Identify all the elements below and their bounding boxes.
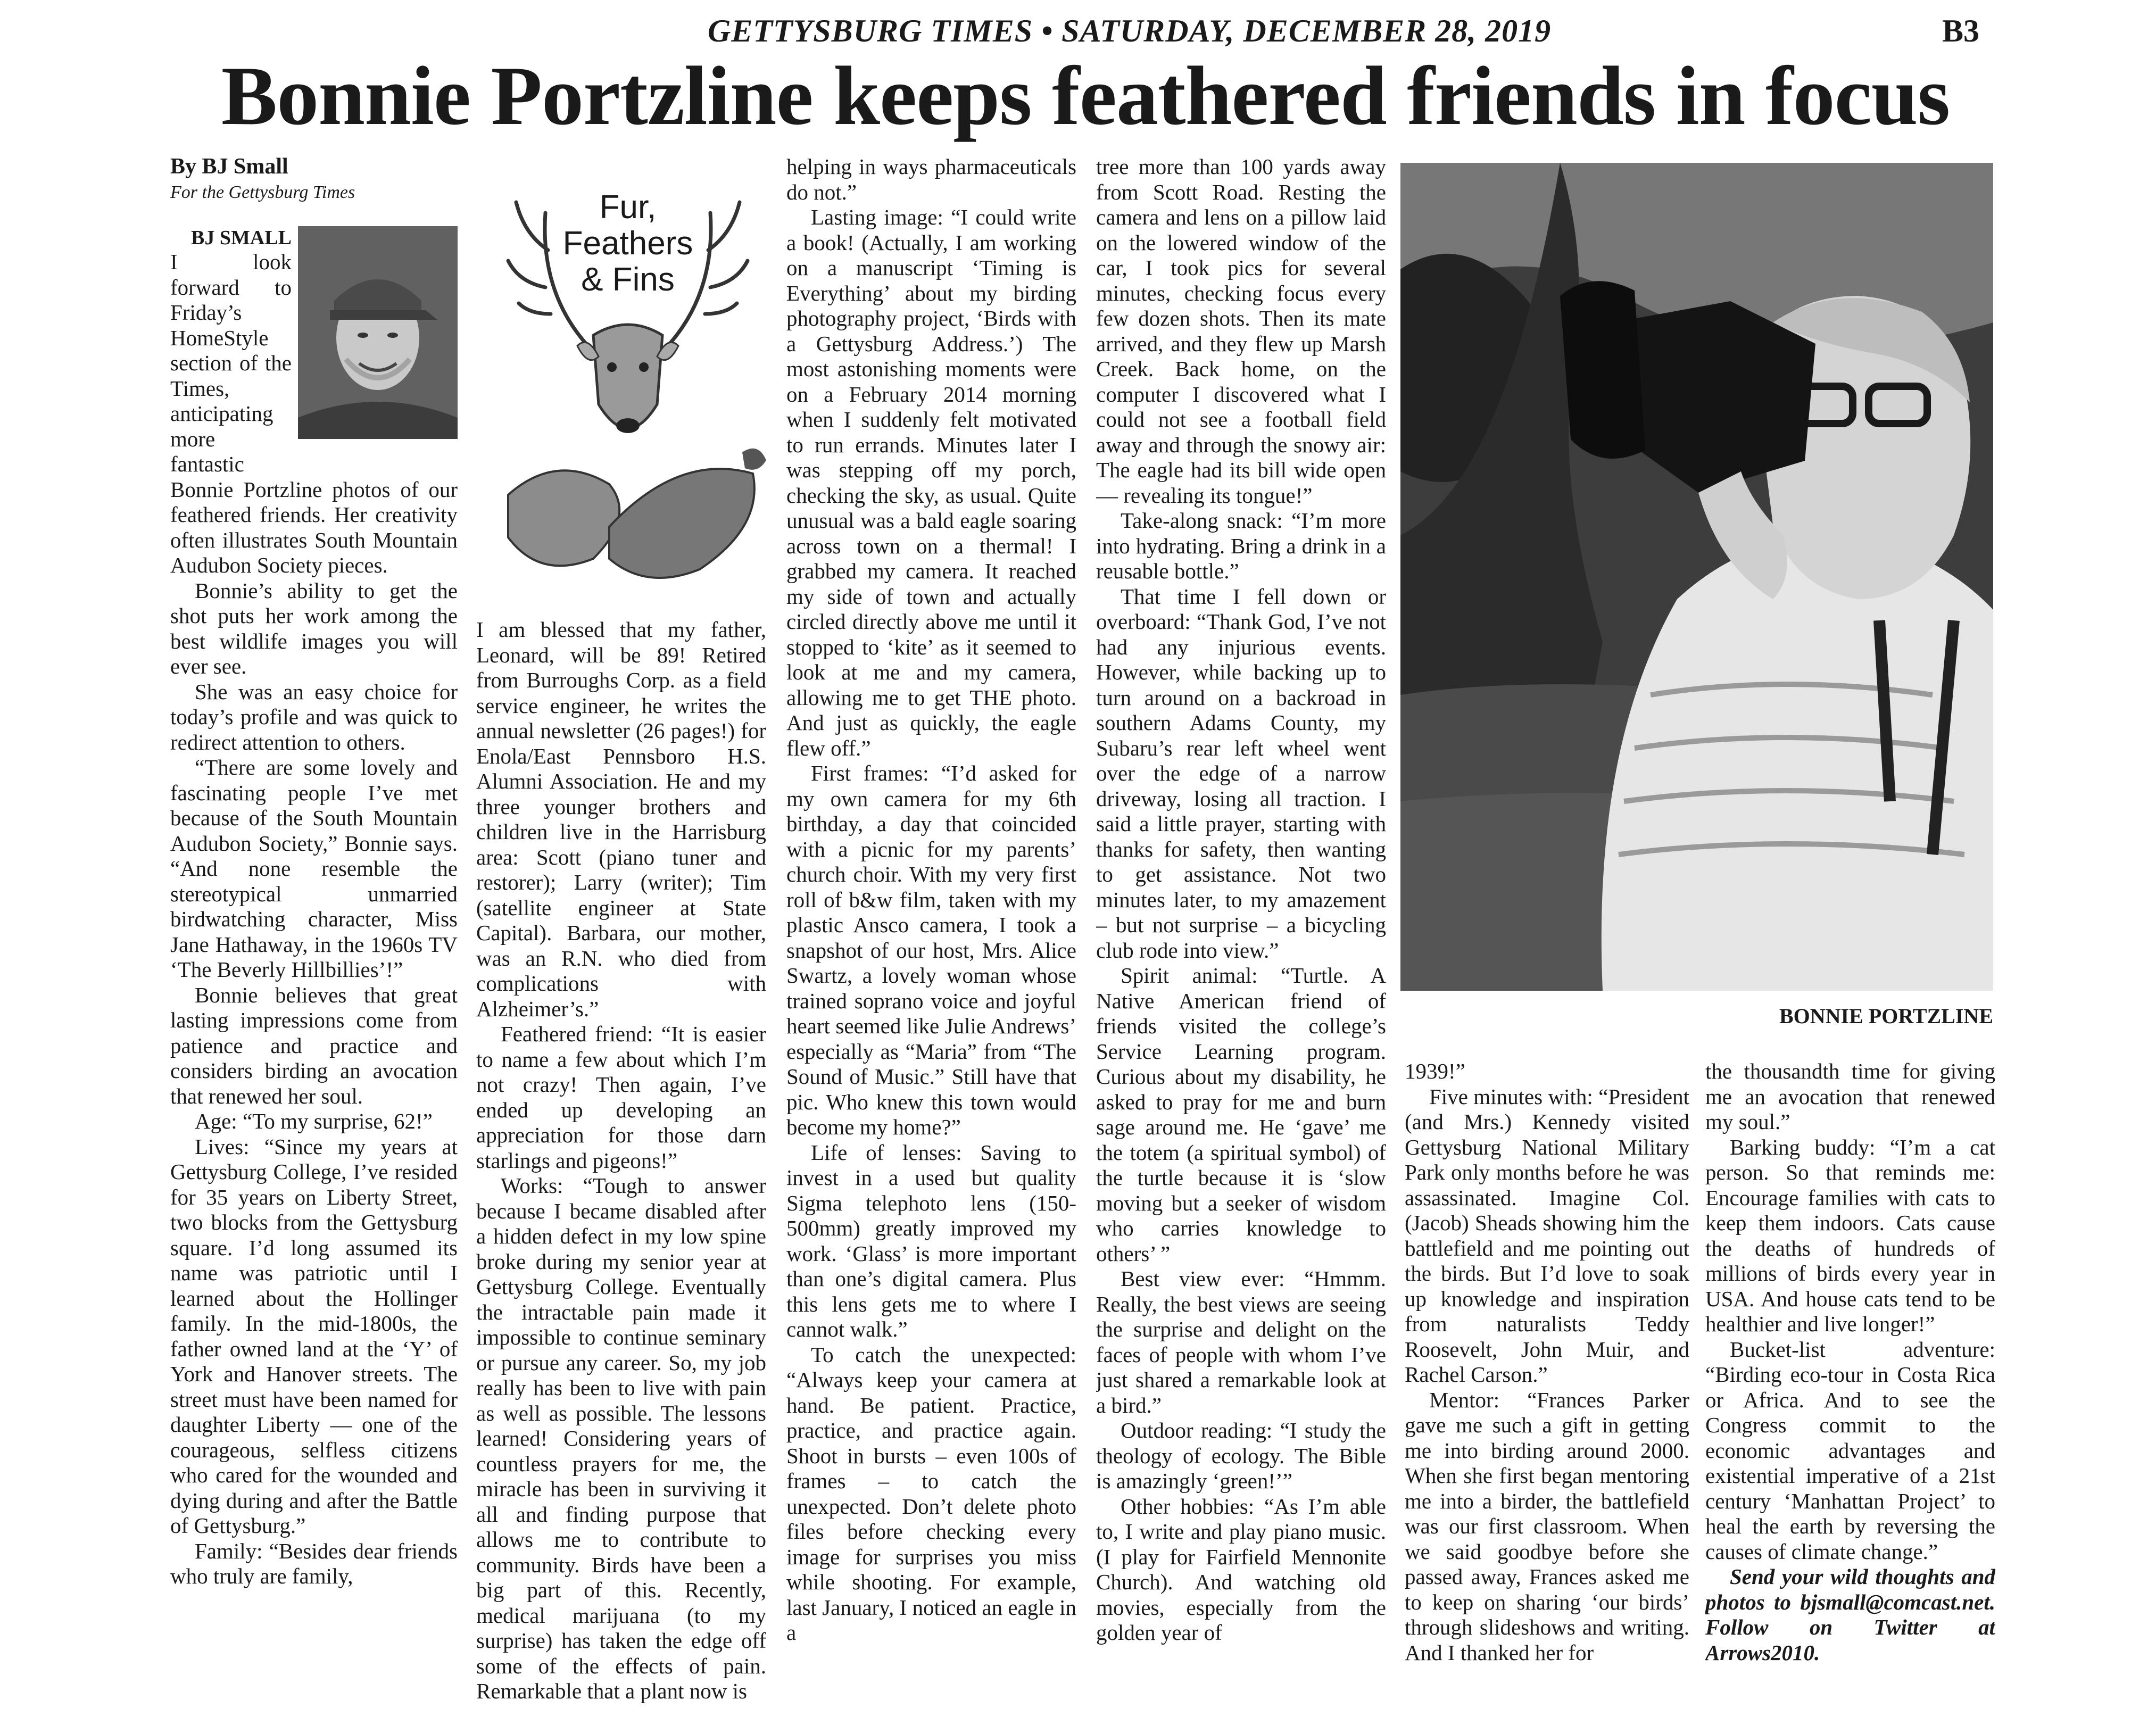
paragraph: Barking buddy: “I’m a cat person. So that reminds me: Encourage families with cats to keep them indoors. Cats cause the deaths of hundreds of millions of birds every year in USA. And house cats tend to be healthier and live longer!”	[1705, 1134, 1995, 1336]
bonnie-portzline-photo	[1400, 163, 1993, 991]
paragraph: Works: “Tough to answer because I became disabled after a hidden defect in my low spine broke during my senior year at Gettysburg College. Eventually the intractable pain made it impossible to continue seminary or pursue any career. So, my job really has been to live with pain as well as possible. The lessons learned! Considering years of countless prayers for me, the miracle has been in surviving it all and finding purpose that allows me to contribute to community. Birds have been a big part of this. Recently, medical marijuana (to my surprise) has taken the edge off some of the effects of pain. Remarkable that a plant now is	[476, 1173, 766, 1703]
fur-feathers-fins-logo	[476, 154, 766, 607]
paragraph: Life of lenses: Saving to invest in a used but quality Sigma telephoto lens (150-500mm) greatly improved my work. ‘Glass’ is more important than one’s digital camera. Plus this lens gets me to where I cannot walk.”	[786, 1140, 1076, 1341]
contact-tagline: Send your wild thoughts and photos to bjsmall@comcast.net. Follow on Twitter at Arrows2010.	[1705, 1564, 1995, 1665]
paragraph: First frames: “I’d asked for my own camera for my 6th birthday, a day that coincided with a picnic for my parents’ church choir. With my very first roll of b&w film, taken with my plastic Ansco camera, I took a snapshot of our host, Mrs. Alice Swartz, a lovely woman whose trained soprano voice and joyful heart seemed like Julie Andrews’ especially as “Maria” from “The Sound of Music.” Still have that pic. Who knew this town would become my home?”	[786, 761, 1076, 1139]
article-column-6	[1705, 1059, 1995, 1708]
paragraph: Bonnie believes that great lasting impressions come from patience and practice and considers birding an avocation that renewed her soul.	[170, 982, 458, 1108]
paragraph: Other hobbies: “As I’m able to, I write and play piano music. (I play for Fairfield Mennonite Church). And watching old movies, especially from the golden year of	[1096, 1494, 1386, 1645]
logo-line-1: Fur,	[599, 189, 657, 226]
paragraph: Family: “Besides dear friends who truly are family,	[170, 1538, 458, 1588]
paragraph: Mentor: “Frances Parker gave me such a gift in getting me into birding around 2000. When she first began mentoring me into a birder, the battlefield was our first classroom. When we said goodbye before she passed away, Frances asked me to keep on sharing ‘our birds’ through slideshows and writing. And I thanked her for	[1405, 1387, 1689, 1665]
paragraph: “There are some lovely and fascinating people I’ve met because of the South Mountain Audubon Society,” Bonnie says. “And none resemble the stereotypical unmarried birdwatching character, Miss Jane Hathaway, in the 1960s TV ‘The Beverly Hillbillies’!”	[170, 755, 458, 982]
paragraph: Bucket-list adventure: “Birding eco-tour in Costa Rica or Africa. And to see the Congress commit to the economic advantages and existential imperative of a 21st century ‘Manhattan Project’ to heal the earth by reversing the causes of climate change.”	[1705, 1337, 1995, 1564]
byline-name: By BJ Small	[170, 154, 288, 179]
paragraph: Take-along snack: “I’m more into hydrating. Bring a drink in a reusable bottle.”	[1096, 508, 1386, 583]
paragraph: Outdoor reading: “I study the theology of ecology. The Bible is amazingly ‘green!’”	[1096, 1418, 1386, 1493]
paragraph: She was an easy choice for today’s profile and was quick to redirect attention to others.	[170, 679, 458, 754]
paragraph: Age: “To my surprise, 62!”	[195, 1109, 433, 1133]
main-photo-caption: BONNIE PORTZLINE	[1779, 1004, 1993, 1028]
page-number: B3	[1942, 13, 1979, 48]
main-photo	[1400, 163, 1993, 991]
author-portrait-image	[298, 226, 458, 439]
article-column-1	[170, 154, 458, 1708]
article-column-4	[1096, 154, 1386, 1708]
paragraph: That time I fell down or overboard: “Thank God, I’ve not had any injurious events. However, while backing up to turn around on a backroad in southern Adams County, my Subaru’s rear left wheel went over the edge of a narrow driveway, losing all traction. I said a little prayer, starting with thanks for safety, then wanting to get assistance. Not two minutes later, to my amazement – but not surprise – a bicycling club rode into view.”	[1096, 584, 1386, 963]
logo-line-3: & Fins	[581, 261, 675, 298]
headline: Bonnie Portzline keeps feathered friends in focus	[221, 49, 1950, 143]
paragraph: Five minutes with: “President (and Mrs.) Kennedy visited Gettysburg National Military Park only months before he was assassinated. Imagine Col. (Jacob) Sheads showing him the battlefield and me pointing out the birds. But I’d love to soak up knowledge and inspiration from naturalists Teddy Roosevelt, John Muir, and Rachel Carson.”	[1405, 1084, 1689, 1387]
paragraph-text: I look forward to Friday’s HomeStyle section of the Times, anticipating more fantastic Bonnie Portzline photos of our feathered friends. Her creativity often illustrates South Mountain Audubon Society pieces.	[170, 250, 458, 577]
paragraph: Lives: “Since my years at Gettysburg College, I’ve resided for 35 years on Liberty Street, two blocks from the Gettysburg square. I’d long assumed its name was patriotic until I learned about the Hollinger family. In the mid-1800s, the father owned land at the ‘Y’ of York and Hanover streets. The street must have been named for daughter Liberty — one of the courageous, selfless citizens who cared for the wounded and dying during and after the Battle of Gettysburg.”	[170, 1134, 458, 1538]
paragraph: Bonnie’s ability to get the shot puts her work among the best wildlife images you will ever see.	[170, 578, 458, 678]
running-head: GETTYSBURG TIMES • SATURDAY, DECEMBER 28, 2019	[708, 13, 1552, 48]
column-logo	[476, 154, 766, 607]
paragraph: Spirit animal: “Turtle. A Native American friend of friends visited the college’s Service Learning program. Curious about my disability, he asked to pray for me and burn sage around me. He ‘gave’ me the totem (a spiritual symbol) of the turtle because it is ‘slow moving but a seeker of wisdom who carries knowledge to others’ ”	[1096, 963, 1386, 1266]
paragraph: the thousandth time for giving me an avocation that renewed my soul.”	[1705, 1059, 1995, 1134]
article-column-2	[476, 154, 766, 1708]
paragraph: To catch the unexpected: “Always keep your camera at hand. Be patient. Practice, practice, and practice again. Shoot in bursts – even 100s of frames – to catch the unexpected. Don’t delete photo files before checking every image for surprises you miss while shooting. For example, last January, I noticed an eagle in a	[786, 1342, 1076, 1645]
logo-line-2: Feathers	[562, 225, 693, 262]
paragraph: tree more than 100 yards away from Scott Road. Resting the camera and lens on a pillow laid on the lowered window of the car, I took pics for several minutes, checking focus every few dozen shots. Then its mate arrived, and they flew up Marsh Creek. Back home, on the computer I discovered what I could not see a football field away and through the snowy air: The eagle had its bill wide open — revealing its tongue!”	[1096, 154, 1386, 508]
author-photo-caption: BJ SMALL	[191, 227, 292, 249]
article-column-3	[786, 154, 1076, 1708]
byline-affiliation: For the Gettysburg Times	[170, 182, 355, 202]
author-photo	[298, 226, 458, 463]
paragraph: 1939!”	[1405, 1059, 1465, 1083]
article-column-5	[1405, 1059, 1689, 1708]
paragraph: Feathered friend: “It is easier to name a few about which I’m not crazy! Then again, I’ve ended up developing an appreciation for those darn starlings and pigeons!”	[476, 1022, 766, 1173]
paragraph: Best view ever: “Hmmm. Really, the best views are seeing the surprise and delight on the faces of people with whom I’ve just shared a remarkable look at a bird.”	[1096, 1266, 1386, 1417]
paragraph: Lasting image: “I could write a book! (Actually, I am working on a manuscript ‘Timing is Everything’ about my birding photography project, ‘Birds with a Gettysburg Address.’) The most astonishing moments were on a February 2014 morning when I suddenly felt motivated to run errands. Minutes later I was stepping off my porch, checking the sky, as usual. Quite unusual was a bald eagle soaring across town on a thermal! I grabbed my camera. It reached my side of town and actually circled directly above me until it stopped to ‘kite’ as it seemed to look at me and my camera, allowing me to get THE photo. And just as quickly, the eagle flew off.”	[786, 205, 1076, 760]
paragraph: helping in ways pharmaceuticals do not.”	[786, 154, 1076, 204]
paragraph: I am blessed that my father, Leonard, will be 89! Retired from Burroughs Corp. as a field service engineer, he writes the annual newsletter (26 pages!) for Enola/East Pennsboro H.S. Alumni Association. He and my three younger brothers and children live in the Harrisburg area: Scott (piano tuner and restorer); Larry (writer); Tim (satellite engineer at State Capital). Barbara, our mother, was an R.N. who died from complications with Alzheimer’s.”	[476, 617, 766, 1021]
